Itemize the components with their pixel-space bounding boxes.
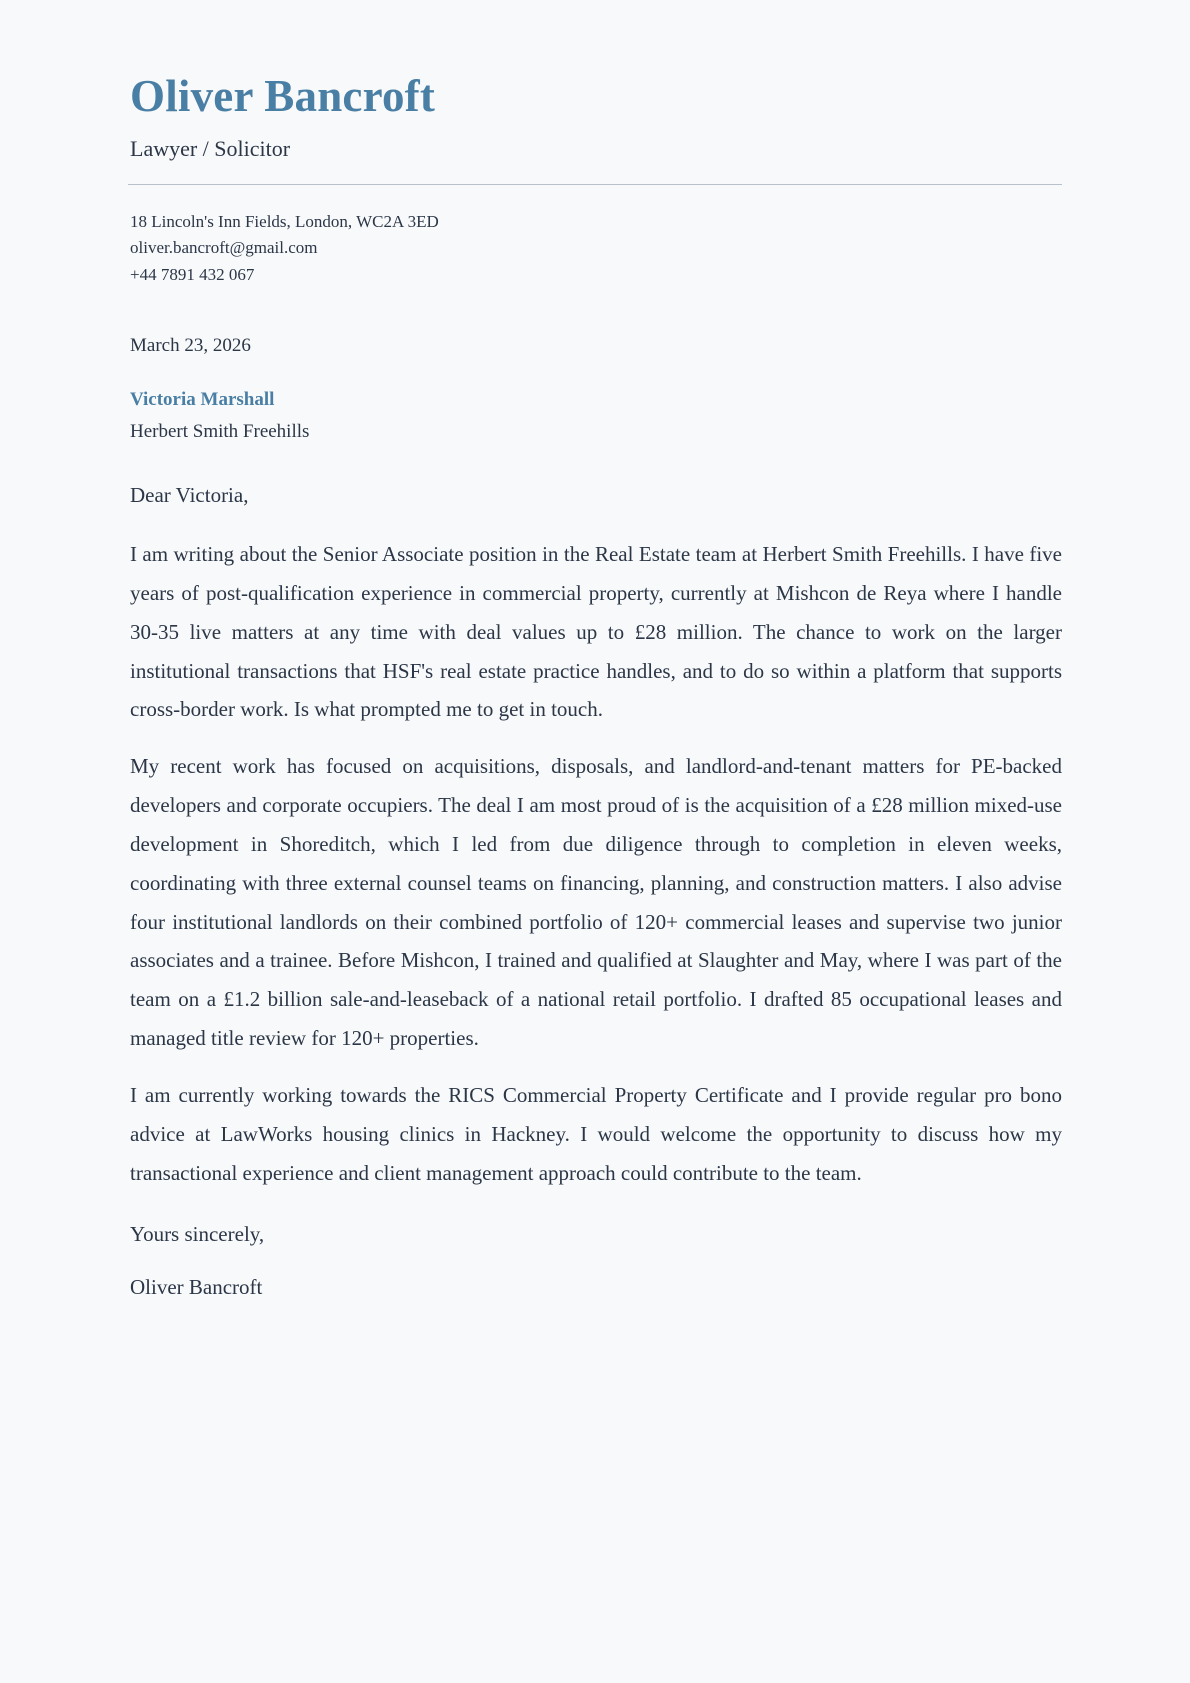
contact-block xyxy=(130,209,1062,288)
letter-date: March 23, 2026 xyxy=(130,334,251,356)
contact-email[interactable]: oliver.bancroft@gmail.com xyxy=(130,238,318,258)
cover-letter xyxy=(128,72,1062,1304)
body-paragraph: My recent work has focused on acquisitions, disposals, and landlord-and-tenant matters for PE-backed developers and corporate occupiers. The deal I am most proud of is the acquisition of a £28 million mixed-use development in Shoreditch, which I led from due diligence through to completion in eleven weeks, coordinating with three external counsel teams on financing, planning, and construction matters. I also advise four institutional landlords on their combined portfolio of 120+ commercial leases and supervise two junior associates and a trainee. Before Mishcon, I trained and qualified at Slaughter and May, where I was part of the team on a £1.2 billion sale-and-leaseback of a national retail portfolio. I drafted 85 occupational leases and managed title review for 120+ properties. xyxy=(130,754,1062,1051)
job-title: Lawyer / Solicitor xyxy=(130,135,291,161)
page-title: Oliver Bancroft xyxy=(130,71,436,121)
letter-header xyxy=(128,72,1062,185)
contact-address: 18 Lincoln's Inn Fields, London, WC2A 3ED xyxy=(130,211,439,231)
body-paragraph: I am currently working towards the RICS Commercial Property Certificate and I provide regular pro bono advice at LawWorks housing clinics in Hackney. I would welcome the opportunity to discuss how my transactional experience and client management approach could contribute to the team. xyxy=(130,1082,1062,1185)
recipient-block xyxy=(128,386,1062,445)
recipient-company: Herbert Smith Freehills xyxy=(130,420,310,442)
header-divider xyxy=(128,184,1062,185)
recipient-name: Victoria Marshall xyxy=(130,389,275,411)
salutation: Dear Victoria, xyxy=(130,482,249,507)
letter-body xyxy=(128,535,1062,1193)
closing-salutation: Yours sincerely, xyxy=(130,1221,265,1246)
contact-phone[interactable]: +44 7891 432 067 xyxy=(130,264,255,284)
body-paragraph: I am writing about the Senior Associate position in the Real Estate team at Herbert Smith Freehills. I have five years of post-qualification experience in commercial property, currently at Mishcon de Reya where I handle 30-35 live matters at any time with deal values up to £28 million. The chance to work on the larger institutional transactions that HSF's real estate practice handles, and to do so within a platform that supports cross-border work. Is what prompted me to get in touch. xyxy=(130,542,1062,722)
signature-name: Oliver Bancroft xyxy=(130,1275,263,1300)
